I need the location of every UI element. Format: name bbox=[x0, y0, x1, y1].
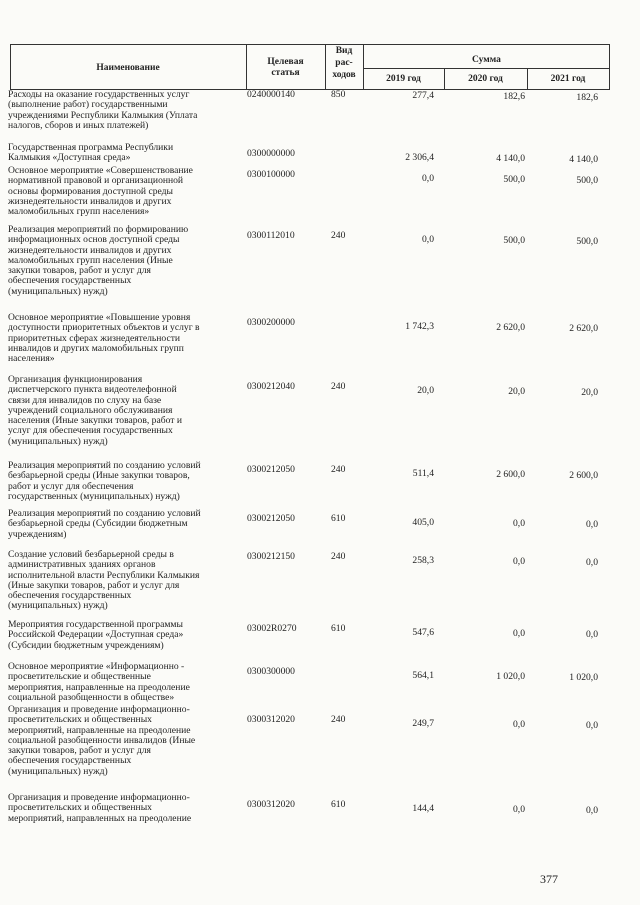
row-name-line: обеспечения государственных bbox=[8, 275, 132, 287]
row-target-code: 0300312020 bbox=[247, 799, 295, 810]
row-sum-2020: 500,0 bbox=[503, 174, 525, 185]
row-expense-type: 240 bbox=[331, 551, 346, 562]
row-sum-2019: 144,4 bbox=[412, 803, 434, 814]
header-vid-line3: ходов bbox=[332, 70, 356, 80]
row-sum-2020: 20,0 bbox=[508, 386, 525, 397]
row-name-line: Государственная программа Республики bbox=[8, 142, 174, 153]
row-name-line: информационных основ доступной среды bbox=[8, 234, 180, 246]
row-sum-2019: 20,0 bbox=[417, 385, 434, 396]
row-name-line: населения (Иные закупки товаров, работ и bbox=[8, 415, 182, 427]
row-sum-2021: 182,6 bbox=[576, 92, 598, 103]
row-sum-2020: 2 620,0 bbox=[496, 322, 525, 333]
row-expense-type: 610 bbox=[331, 623, 346, 634]
row-name-line: мероприятия, направленные на преодоление bbox=[8, 681, 190, 693]
row-sum-2021: 0,0 bbox=[586, 805, 598, 816]
row-name-line: безбарьерной среды (Субсидии бюджетным bbox=[8, 518, 188, 530]
row-name bbox=[8, 793, 240, 824]
row-name-line: Основное мероприятие «Информационно - bbox=[8, 661, 185, 672]
row-name-line: обеспечения государственных bbox=[8, 755, 132, 767]
row-name-line: административных зданиях органов bbox=[8, 559, 156, 571]
row-name-line: мероприятий, направленные на преодоление bbox=[8, 724, 191, 736]
header-year-2020: 2020 год bbox=[468, 74, 503, 84]
row-name bbox=[8, 313, 240, 364]
row-sum-2019: 1 742,3 bbox=[405, 321, 434, 332]
row-name bbox=[8, 509, 240, 540]
row-sum-2021: 4 140,0 bbox=[569, 154, 598, 165]
header-year-2019: 2019 год bbox=[386, 74, 421, 84]
row-target-code: 0300100000 bbox=[247, 169, 295, 180]
table-row bbox=[0, 375, 640, 451]
table-row bbox=[0, 166, 640, 222]
row-sum-2021: 1 020,0 bbox=[569, 672, 598, 683]
row-name-line: маломобильных групп населения» bbox=[8, 206, 150, 218]
row-name-line: нормативной правовой и организационной bbox=[8, 175, 184, 187]
row-name-line: учреждениями Республики Калмыкия (Уплата bbox=[8, 109, 198, 121]
row-name-line: учреждений социального обслуживания bbox=[8, 404, 173, 416]
row-name bbox=[8, 225, 240, 297]
row-sum-2020: 0,0 bbox=[513, 556, 525, 567]
row-expense-type: 240 bbox=[331, 381, 346, 392]
row-name bbox=[8, 705, 240, 777]
row-name bbox=[8, 375, 240, 447]
row-name-line: услуг для обеспечения государственных bbox=[8, 425, 173, 437]
row-name-line: диспетчерского пункта видеотелефонной bbox=[8, 384, 177, 396]
header-vid-line2: рас- bbox=[335, 58, 353, 68]
row-name-line: приоритетных сферах жизнедеятельности bbox=[8, 332, 181, 344]
row-target-code: 03002R0270 bbox=[247, 623, 297, 634]
row-name-line: Калмыкия «Доступная среда» bbox=[8, 152, 131, 164]
row-target-code: 0300212050 bbox=[247, 513, 295, 524]
row-name-line: налогов, сборов и иных платежей) bbox=[8, 119, 149, 131]
row-name-line: (выполнение работ) государственными bbox=[8, 99, 168, 111]
row-name bbox=[8, 166, 240, 217]
row-name-line: просветительские и общественные bbox=[8, 671, 151, 683]
row-target-code: 0300212150 bbox=[247, 551, 295, 562]
row-sum-2019: 277,4 bbox=[412, 90, 434, 101]
table-row bbox=[0, 620, 640, 655]
row-name-line: Организация функционирования bbox=[8, 374, 143, 385]
row-name-line: обеспечения государственных bbox=[8, 590, 132, 602]
row-name bbox=[8, 461, 240, 502]
row-sum-2021: 0,0 bbox=[586, 557, 598, 568]
row-name-line: учреждениям) bbox=[8, 528, 67, 540]
row-name-line: Основное мероприятие «Совершенствование bbox=[8, 165, 193, 176]
row-sum-2021: 20,0 bbox=[581, 387, 598, 398]
row-name-line: жизнедеятельности инвалидов и других bbox=[8, 244, 172, 256]
row-name-line: безбарьерной среды (Иные закупки товаров, bbox=[8, 470, 190, 482]
table-row bbox=[0, 313, 640, 369]
row-name-line: (Субсидии бюджетным учреждениям) bbox=[8, 639, 164, 651]
row-name-line: социальной разобщенности инвалидов (Иные bbox=[8, 734, 196, 746]
table-row bbox=[0, 550, 640, 616]
header-target-line2: статья bbox=[271, 68, 300, 78]
row-sum-2019: 511,4 bbox=[412, 468, 434, 479]
row-sum-2020: 182,6 bbox=[503, 91, 525, 102]
row-name bbox=[8, 90, 240, 131]
header-right-border bbox=[609, 44, 610, 90]
row-target-code: 0300300000 bbox=[247, 666, 295, 677]
header-sum: Сумма bbox=[472, 55, 501, 65]
table-row bbox=[0, 509, 640, 544]
table-row bbox=[0, 225, 640, 301]
row-target-code: 0300000000 bbox=[247, 148, 295, 159]
row-sum-2020: 500,0 bbox=[503, 235, 525, 246]
row-target-code: 0300312020 bbox=[247, 714, 295, 725]
row-name-line: Реализация мероприятий по формированию bbox=[8, 224, 189, 235]
row-name-line: государственных (муниципальных) нужд) bbox=[8, 490, 180, 502]
row-name-line: исполнительной власти Республики Калмыкия bbox=[8, 569, 200, 581]
row-sum-2019: 0,0 bbox=[422, 173, 434, 184]
row-sum-2020: 4 140,0 bbox=[496, 153, 525, 164]
row-expense-type: 610 bbox=[331, 799, 346, 810]
row-sum-2021: 500,0 bbox=[576, 175, 598, 186]
row-name-line: жизнедеятельности инвалидов и других bbox=[8, 195, 172, 207]
table-row bbox=[0, 143, 640, 168]
row-sum-2020: 0,0 bbox=[513, 628, 525, 639]
header-year-2021: 2021 год bbox=[550, 74, 586, 84]
row-name-line: (муниципальных) нужд) bbox=[8, 765, 108, 777]
row-name-line: населения» bbox=[8, 353, 55, 365]
row-name-line: доступности приоритетных объектов и услуг в bbox=[8, 322, 200, 334]
row-sum-2021: 0,0 bbox=[586, 519, 598, 530]
row-name-line: инвалидов и других маломобильных групп bbox=[8, 342, 184, 354]
row-sum-2021: 2 620,0 bbox=[569, 323, 598, 334]
row-name-line: просветительских и общественных bbox=[8, 802, 152, 814]
row-sum-2020: 0,0 bbox=[513, 518, 525, 529]
row-target-code: 0300212040 bbox=[247, 381, 295, 392]
row-target-code: 0240000140 bbox=[247, 89, 295, 100]
row-sum-2019: 258,3 bbox=[412, 555, 434, 566]
row-sum-2019: 547,6 bbox=[412, 627, 434, 638]
row-sum-2019: 2 306,4 bbox=[405, 152, 434, 163]
row-sum-2019: 405,0 bbox=[412, 517, 434, 528]
row-name bbox=[8, 143, 240, 164]
row-sum-2020: 2 600,0 bbox=[496, 469, 525, 480]
table-row bbox=[0, 793, 640, 828]
row-sum-2019: 249,7 bbox=[412, 718, 434, 729]
row-name-line: Расходы на оказание государственных услуг bbox=[8, 89, 190, 100]
header-sum-divider bbox=[363, 68, 610, 69]
row-target-code: 0300200000 bbox=[247, 317, 295, 328]
row-name-line: работ и услуг для обеспечения bbox=[8, 480, 134, 492]
row-name-line: (Иные закупки товаров, работ и услуг для bbox=[8, 579, 180, 591]
row-name bbox=[8, 620, 240, 651]
row-sum-2021: 0,0 bbox=[586, 720, 598, 731]
row-name-line: (муниципальных) нужд) bbox=[8, 600, 108, 612]
row-name-line: Организация и проведение информационно- bbox=[8, 704, 190, 715]
row-name-line: основы формирования доступной среды bbox=[8, 185, 173, 197]
row-expense-type: 240 bbox=[331, 464, 346, 475]
row-name-line: Реализация мероприятий по созданию условий bbox=[8, 460, 201, 471]
row-sum-2019: 0,0 bbox=[422, 234, 434, 245]
row-expense-type: 240 bbox=[331, 230, 346, 241]
row-expense-type: 240 bbox=[331, 714, 346, 725]
row-name-line: маломобильных групп населения (Иные bbox=[8, 254, 173, 266]
row-name-line: мероприятий, направленных на преодоление bbox=[8, 812, 192, 824]
row-target-code: 0300112010 bbox=[247, 230, 295, 241]
row-name-line: Основное мероприятие «Повышение уровня bbox=[8, 312, 191, 323]
row-sum-2021: 0,0 bbox=[586, 629, 598, 640]
row-sum-2021: 500,0 bbox=[576, 236, 598, 247]
row-name-line: Реализация мероприятий по созданию условий bbox=[8, 508, 201, 519]
header-top-border bbox=[10, 44, 610, 45]
row-expense-type: 610 bbox=[331, 513, 346, 524]
table-row bbox=[0, 662, 640, 707]
row-name bbox=[8, 662, 240, 703]
row-name-line: Российской Федерации «Доступная среда» bbox=[8, 629, 184, 641]
row-sum-2020: 0,0 bbox=[513, 804, 525, 815]
row-name-line: закупки товаров, работ и услуг для bbox=[8, 265, 151, 277]
table-row bbox=[0, 705, 640, 781]
row-sum-2020: 1 020,0 bbox=[496, 671, 525, 682]
header-vid-line1: Вид bbox=[335, 46, 353, 56]
header-name: Наименование bbox=[96, 63, 160, 73]
row-name-line: Создание условий безбарьерной среды в bbox=[8, 549, 174, 560]
row-name-line: Организация и проведение информационно- bbox=[8, 792, 190, 803]
row-expense-type: 850 bbox=[331, 89, 346, 100]
row-name-line: закупки товаров, работ и услуг для bbox=[8, 745, 151, 757]
row-name bbox=[8, 550, 240, 612]
header-target-line1: Целевая bbox=[267, 57, 304, 67]
table-row bbox=[0, 461, 640, 506]
row-name-line: Мероприятия государственной программы bbox=[8, 619, 183, 630]
page-number: 377 bbox=[540, 872, 558, 886]
table-row bbox=[0, 90, 640, 135]
row-sum-2021: 2 600,0 bbox=[569, 470, 598, 481]
row-sum-2020: 0,0 bbox=[513, 719, 525, 730]
row-name-line: (муниципальных) нужд) bbox=[8, 435, 108, 447]
row-name-line: связи для инвалидов по слуху на базе bbox=[8, 394, 162, 406]
row-name-line: социальной разобщенности в обществе» bbox=[8, 691, 175, 703]
row-target-code: 0300212050 bbox=[247, 464, 295, 475]
row-sum-2019: 564,1 bbox=[412, 670, 434, 681]
row-name-line: (муниципальных) нужд) bbox=[8, 285, 108, 297]
row-name-line: просветительских и общественных bbox=[8, 714, 152, 726]
